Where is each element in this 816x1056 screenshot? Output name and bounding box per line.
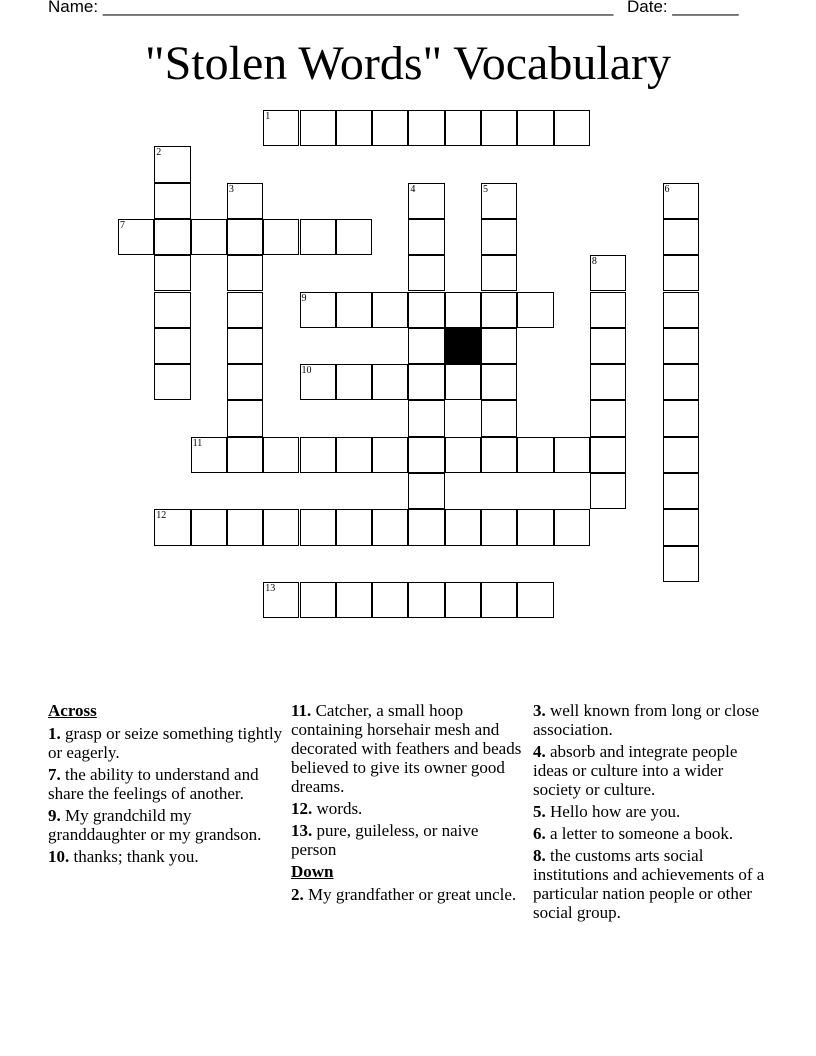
clue-number-label: 12 [156,510,167,522]
grid-cell[interactable] [336,219,372,255]
grid-cell[interactable] [517,292,553,328]
grid-cell[interactable] [154,364,190,400]
clue-number: 1. [48,724,61,743]
grid-cell[interactable] [300,110,336,146]
grid-cell[interactable] [227,219,263,255]
grid-cell[interactable] [408,473,444,509]
grid-cell[interactable] [663,255,699,291]
clue-text: words. [316,799,363,818]
name-blank[interactable]: ______________________________________________________ [102,0,614,16]
grid-cell[interactable] [408,255,444,291]
grid-cell[interactable] [263,509,299,545]
clue-across-13 [291,821,527,859]
grid-cell[interactable] [408,400,444,436]
clue-number-label: 9 [301,292,307,304]
grid-cell[interactable] [300,509,336,545]
clue-number-label: 7 [120,219,125,231]
grid-cell[interactable] [372,110,408,146]
clue-number: 11. [291,701,312,720]
grid-cell[interactable] [300,219,336,255]
grid-cell[interactable] [336,364,372,400]
grid-cell[interactable] [445,509,481,545]
grid-cell[interactable] [300,437,336,473]
grid-cell[interactable] [481,582,517,618]
clue-text: grasp or seize something tightly or eagerly. [48,724,283,762]
page-title: "Stolen Words" Vocabulary [145,37,671,90]
grid-cell[interactable] [445,582,481,618]
grid-cell[interactable] [300,292,336,328]
grid-cell[interactable] [481,400,517,436]
clue-down-5 [533,802,769,821]
grid-cell[interactable] [227,255,263,291]
grid-cell[interactable] [336,437,372,473]
grid-cell[interactable] [481,110,517,146]
clue-number: 12. [291,799,313,818]
clue-number-label: 8 [591,256,597,268]
grid-cell[interactable] [263,110,299,146]
clue-number: 13. [291,821,313,840]
grid-cell[interactable] [590,473,626,509]
grid-cell[interactable] [663,400,699,436]
grid-cell[interactable] [372,364,408,400]
clue-number-label: 4 [410,183,416,195]
clue-number: 9. [48,806,61,825]
grid-cell[interactable] [408,582,444,618]
grid-cell[interactable] [227,509,263,545]
clues-column-3 [533,701,769,925]
grid-cell[interactable] [408,437,444,473]
name-label: Name: [48,0,99,16]
grid-cell[interactable] [481,509,517,545]
down-heading: Down [291,862,334,881]
grid-cell[interactable] [154,292,190,328]
grid-cell[interactable] [336,582,372,618]
grid-cell[interactable] [408,219,444,255]
clue-across-11 [291,701,527,796]
grid-cell[interactable] [154,183,190,219]
grid-cell[interactable] [336,110,372,146]
clue-text: thanks; thank you. [73,847,199,866]
grid-cell[interactable] [517,110,553,146]
grid-cell[interactable] [481,219,517,255]
grid-cell[interactable] [372,582,408,618]
clues-column-2 [291,701,527,907]
grid-cell[interactable] [227,292,263,328]
clue-text: Hello how are you. [550,802,681,821]
grid-cell[interactable] [481,328,517,364]
grid-cell[interactable] [227,183,263,219]
grid-cell[interactable] [372,509,408,545]
grid-cell[interactable] [154,219,190,255]
grid-cell[interactable] [445,110,481,146]
clue-number-label: 10 [301,365,312,377]
grid-cell[interactable] [191,509,227,545]
grid-cell[interactable] [481,364,517,400]
clue-text: absorb and integrate people ideas or culture into a wider society or culture. [533,742,738,799]
clue-number: 10. [48,847,70,866]
clue-number-label: 5 [483,183,488,195]
grid-cell[interactable] [663,546,699,582]
grid-cell[interactable] [227,328,263,364]
clue-number-label: 2 [156,147,162,159]
grid-cell[interactable] [517,509,553,545]
grid-cell[interactable] [663,292,699,328]
clue-number: 3. [533,701,546,720]
across-heading: Across [48,701,97,720]
grid-cell[interactable] [445,364,481,400]
clue-number-label: 11 [192,437,203,449]
grid-cell[interactable] [554,509,590,545]
grid-cell[interactable] [554,437,590,473]
clue-number: 7. [48,765,61,784]
grid-cell[interactable] [481,183,517,219]
clue-down-2 [291,885,527,904]
clue-number: 5. [533,802,546,821]
grid-cell[interactable] [118,219,154,255]
grid-cell[interactable] [227,364,263,400]
clue-across-10 [48,847,284,866]
grid-cell[interactable] [336,292,372,328]
clue-number: 8. [533,846,546,865]
clue-down-6 [533,824,769,843]
clue-text: My grandfather or great uncle. [308,885,517,904]
clue-text: My grandchild my granddaughter or my grandson. [48,806,262,844]
grid-cell[interactable] [191,219,227,255]
grid-cell[interactable] [445,292,481,328]
grid-cell[interactable] [408,110,444,146]
grid-cell[interactable] [372,437,408,473]
grid-cell[interactable] [590,437,626,473]
grid-cell[interactable] [663,219,699,255]
clue-number-label: 3 [228,183,234,195]
clue-text: Catcher, a small hoop containing horsehair mesh and decorated with feathers and beads believed to give its owner good dreams. [291,701,522,796]
grid-cell[interactable] [517,582,553,618]
clue-text: the ability to understand and share the feelings of another. [48,765,259,803]
clue-down-4 [533,742,769,799]
grid-cell[interactable] [590,400,626,436]
grid-cell[interactable] [481,437,517,473]
grid-cell[interactable] [590,364,626,400]
grid-cell[interactable] [154,146,190,182]
grid-cell[interactable] [300,364,336,400]
grid-cell[interactable] [300,582,336,618]
clue-text: pure, guileless, or naive person [291,821,479,859]
clues-column-1 [48,701,284,869]
grid-cell[interactable] [263,219,299,255]
clue-text: the customs arts social institutions and achievements of a particular nation people or other social group. [533,846,765,922]
grid-cell[interactable] [263,582,299,618]
clue-number: 6. [533,824,546,843]
clue-number: 4. [533,742,546,761]
grid-cell[interactable] [154,255,190,291]
grid-cell[interactable] [481,292,517,328]
grid-cell[interactable] [445,437,481,473]
grid-cell[interactable] [554,110,590,146]
grid-cell[interactable] [408,328,444,364]
grid-cell[interactable] [663,364,699,400]
grid-cell[interactable] [590,328,626,364]
grid-cell[interactable] [154,328,190,364]
grid-cell[interactable] [663,509,699,545]
grid-cell[interactable] [590,292,626,328]
date-blank[interactable]: _______ [672,0,739,16]
clue-number-label: 1 [265,111,271,122]
grid-cell[interactable] [408,292,444,328]
grid-cell[interactable] [663,473,699,509]
grid-cell[interactable] [663,183,699,219]
grid-cell[interactable] [372,292,408,328]
grid-cell[interactable] [227,400,263,436]
clue-across-7 [48,765,284,803]
clue-number-label: 6 [664,183,670,195]
grid-cell[interactable] [517,437,553,473]
grid-cell[interactable] [191,437,227,473]
clue-down-8 [533,846,769,922]
clue-down-3 [533,701,769,739]
clue-number-label: 13 [265,582,276,594]
clue-across-9 [48,806,284,844]
grid-cell[interactable] [154,509,190,545]
grid-cell[interactable] [408,183,444,219]
clue-across-12 [291,799,527,818]
grid-cell[interactable] [227,437,263,473]
grid-cell[interactable] [481,255,517,291]
blocked-cell [445,328,481,364]
clue-number: 2. [291,885,304,904]
grid-cell[interactable] [336,509,372,545]
grid-cell[interactable] [663,328,699,364]
clue-text: a letter to someone a book. [550,824,734,843]
grid-cell[interactable] [408,509,444,545]
clue-text: well known from long or close association. [533,701,760,739]
grid-cell[interactable] [263,437,299,473]
grid-cell[interactable] [408,364,444,400]
clue-across-1 [48,724,284,762]
grid-cell[interactable] [663,437,699,473]
grid-cell[interactable] [590,255,626,291]
date-label: Date: [627,0,668,16]
